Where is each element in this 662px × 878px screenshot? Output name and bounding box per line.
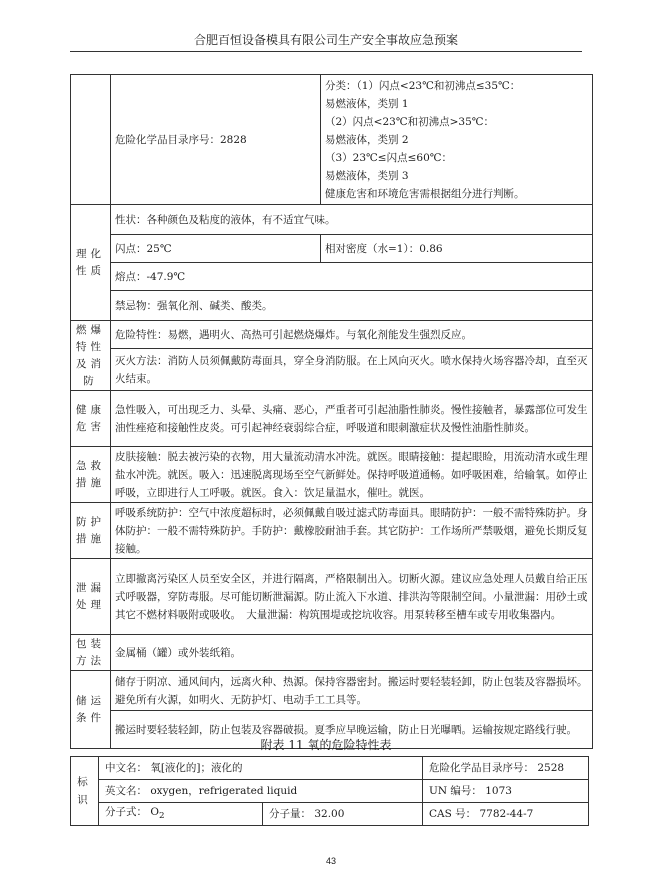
protection-label: 防护措施 bbox=[71, 503, 111, 559]
molecular-weight-cell: 分子量： 32.00 bbox=[263, 803, 423, 826]
leak-cell: 立即撤离污染区人员至安全区，并进行隔离，严格限制出入。切断火源。建议应急处理人员戴自给正压式呼吸器，穿防毒服。尽可能切断泄漏源。防止流入下水道、排洪沟等限制空间。小量泄漏：用砂土或其它不燃材料吸附或吸收。 大量泄漏：构筑围堤或挖坑收容。用泵转移至槽车或专用收集器内。 bbox=[111, 559, 593, 635]
english-name-cell: 英文名： oxygen，refrigerated liquid bbox=[99, 780, 423, 803]
incompatible-cell: 禁忌物：强氧化剂、碱类、酸类。 bbox=[111, 291, 593, 321]
attachment-caption: 附表 11 氧的危险特性表 bbox=[260, 738, 392, 752]
storage-label: 储运条件 bbox=[71, 671, 111, 749]
relative-density-cell: 相对密度（水=1）：0.86 bbox=[321, 235, 593, 263]
classification-line: 健康危害和环境危害需根据组分进行判断。 bbox=[325, 187, 525, 200]
cas-number-cell: CAS 号： 7782-44-7 bbox=[423, 803, 589, 826]
health-label: 健康危害 bbox=[71, 391, 111, 447]
formula-cell bbox=[99, 803, 263, 826]
top-row-category-cell bbox=[71, 75, 111, 205]
classification-cell bbox=[321, 75, 593, 205]
page-header: 合肥百恒设备模具有限公司生产安全事故应急预案 bbox=[193, 33, 458, 47]
melting-point-cell: 熔点：-47.9℃ bbox=[111, 263, 593, 291]
header-divider bbox=[70, 51, 582, 52]
physchem-label: 理化性质 bbox=[71, 205, 111, 321]
transport-cell: 搬运时要轻装轻卸，防止包装及容器破损。夏季应早晚运输，防止日光曝晒。运输按规定路线行驶。 bbox=[111, 711, 593, 749]
packaging-label: 包装方法 bbox=[71, 635, 111, 671]
extinguish-cell: 灭火方法：消防人员须佩戴防毒面具，穿全身消防服。在上风向灭火。喷水保持火场容器冷却，直至灭火结束。 bbox=[111, 349, 593, 391]
formula-label: 分子式： bbox=[105, 806, 147, 818]
hazard-properties-table bbox=[70, 74, 593, 749]
health-hazard-cell: 急性吸入，可出现乏力、头晕、头痛、恶心，严重者可引起油脂性肺炎。慢性接触者，暴露部位可发生油性痤疮和接触性皮炎。可引起神经衰弱综合症，呼吸道和眼刺激症状及慢性油脂性肺炎。 bbox=[111, 391, 593, 447]
identification-label: 标识 bbox=[71, 757, 99, 826]
fire-hazard-cell: 危险特性：易燃，遇明火、高热可引起燃烧爆炸。与氧化剂能发生强烈反应。 bbox=[111, 321, 593, 349]
classification-line: 易燃液体，类别 2 bbox=[325, 133, 409, 146]
oxygen-identification-table bbox=[70, 756, 589, 826]
catalog-number-cell: 危险化学品目录序号： 2528 bbox=[423, 757, 589, 780]
formula-symbol: O bbox=[150, 806, 159, 818]
chinese-name-cell: 中文名： 氧[液化的]；液化的 bbox=[99, 757, 423, 780]
flash-point-cell: 闪点：25℃ bbox=[111, 235, 321, 263]
fire-label: 燃爆特性及消防 bbox=[71, 321, 111, 391]
classification-line: 易燃液体，类别 3 bbox=[325, 169, 409, 182]
packaging-cell: 金属桶（罐）或外装纸箱。 bbox=[111, 635, 593, 671]
page-number: 43 bbox=[325, 856, 336, 866]
protection-cell: 呼吸系统防护：空气中浓度超标时，必须佩戴自吸过滤式防毒面具。眼睛防护：一般不需特殊防护。身体防护：一般不需特殊防护。手防护：戴橡胶耐油手套。其它防护：工作场所严禁吸烟，避免长期反复接触。 bbox=[111, 503, 593, 559]
catalog-number-cell: 危险化学品目录序号：2828 bbox=[111, 75, 321, 205]
classification-line: 分类：（1）闪点<23℃和初沸点≤35℃： bbox=[325, 79, 521, 92]
firstaid-cell: 皮肤接触：脱去被污染的衣物，用大量流动清水冲洗。就医。眼睛接触：提起眼睑，用流动清水或生理盐水冲洗。就医。吸入：迅速脱离现场至空气新鲜处。保持呼吸道通畅。如呼吸困难，给输氧。如停止呼吸，立即进行人工呼吸。就医。食入：饮足量温水，催吐。就医。 bbox=[111, 447, 593, 503]
formula-subscript: 2 bbox=[158, 811, 165, 822]
leak-label: 泄漏处理 bbox=[71, 559, 111, 635]
un-number-cell: UN 编号： 1073 bbox=[423, 780, 589, 803]
appearance-cell: 性状：各种颜色及粘度的液体，有不适宜气味。 bbox=[111, 205, 593, 235]
storage-cell: 储存于阴凉、通风间内，远离火种、热源。保持容器密封。搬运时要轻装轻卸，防止包装及容器损坏。避免所有火源，如明火、无防护灯、电动手工工具等。 bbox=[111, 671, 593, 711]
classification-line: （2）闪点<23℃和初沸点>35℃： bbox=[325, 115, 494, 128]
firstaid-label: 急救措施 bbox=[71, 447, 111, 503]
classification-line: 易燃液体，类别 1 bbox=[325, 97, 409, 110]
classification-line: （3）23℃≤闪点≤60℃： bbox=[325, 151, 452, 164]
